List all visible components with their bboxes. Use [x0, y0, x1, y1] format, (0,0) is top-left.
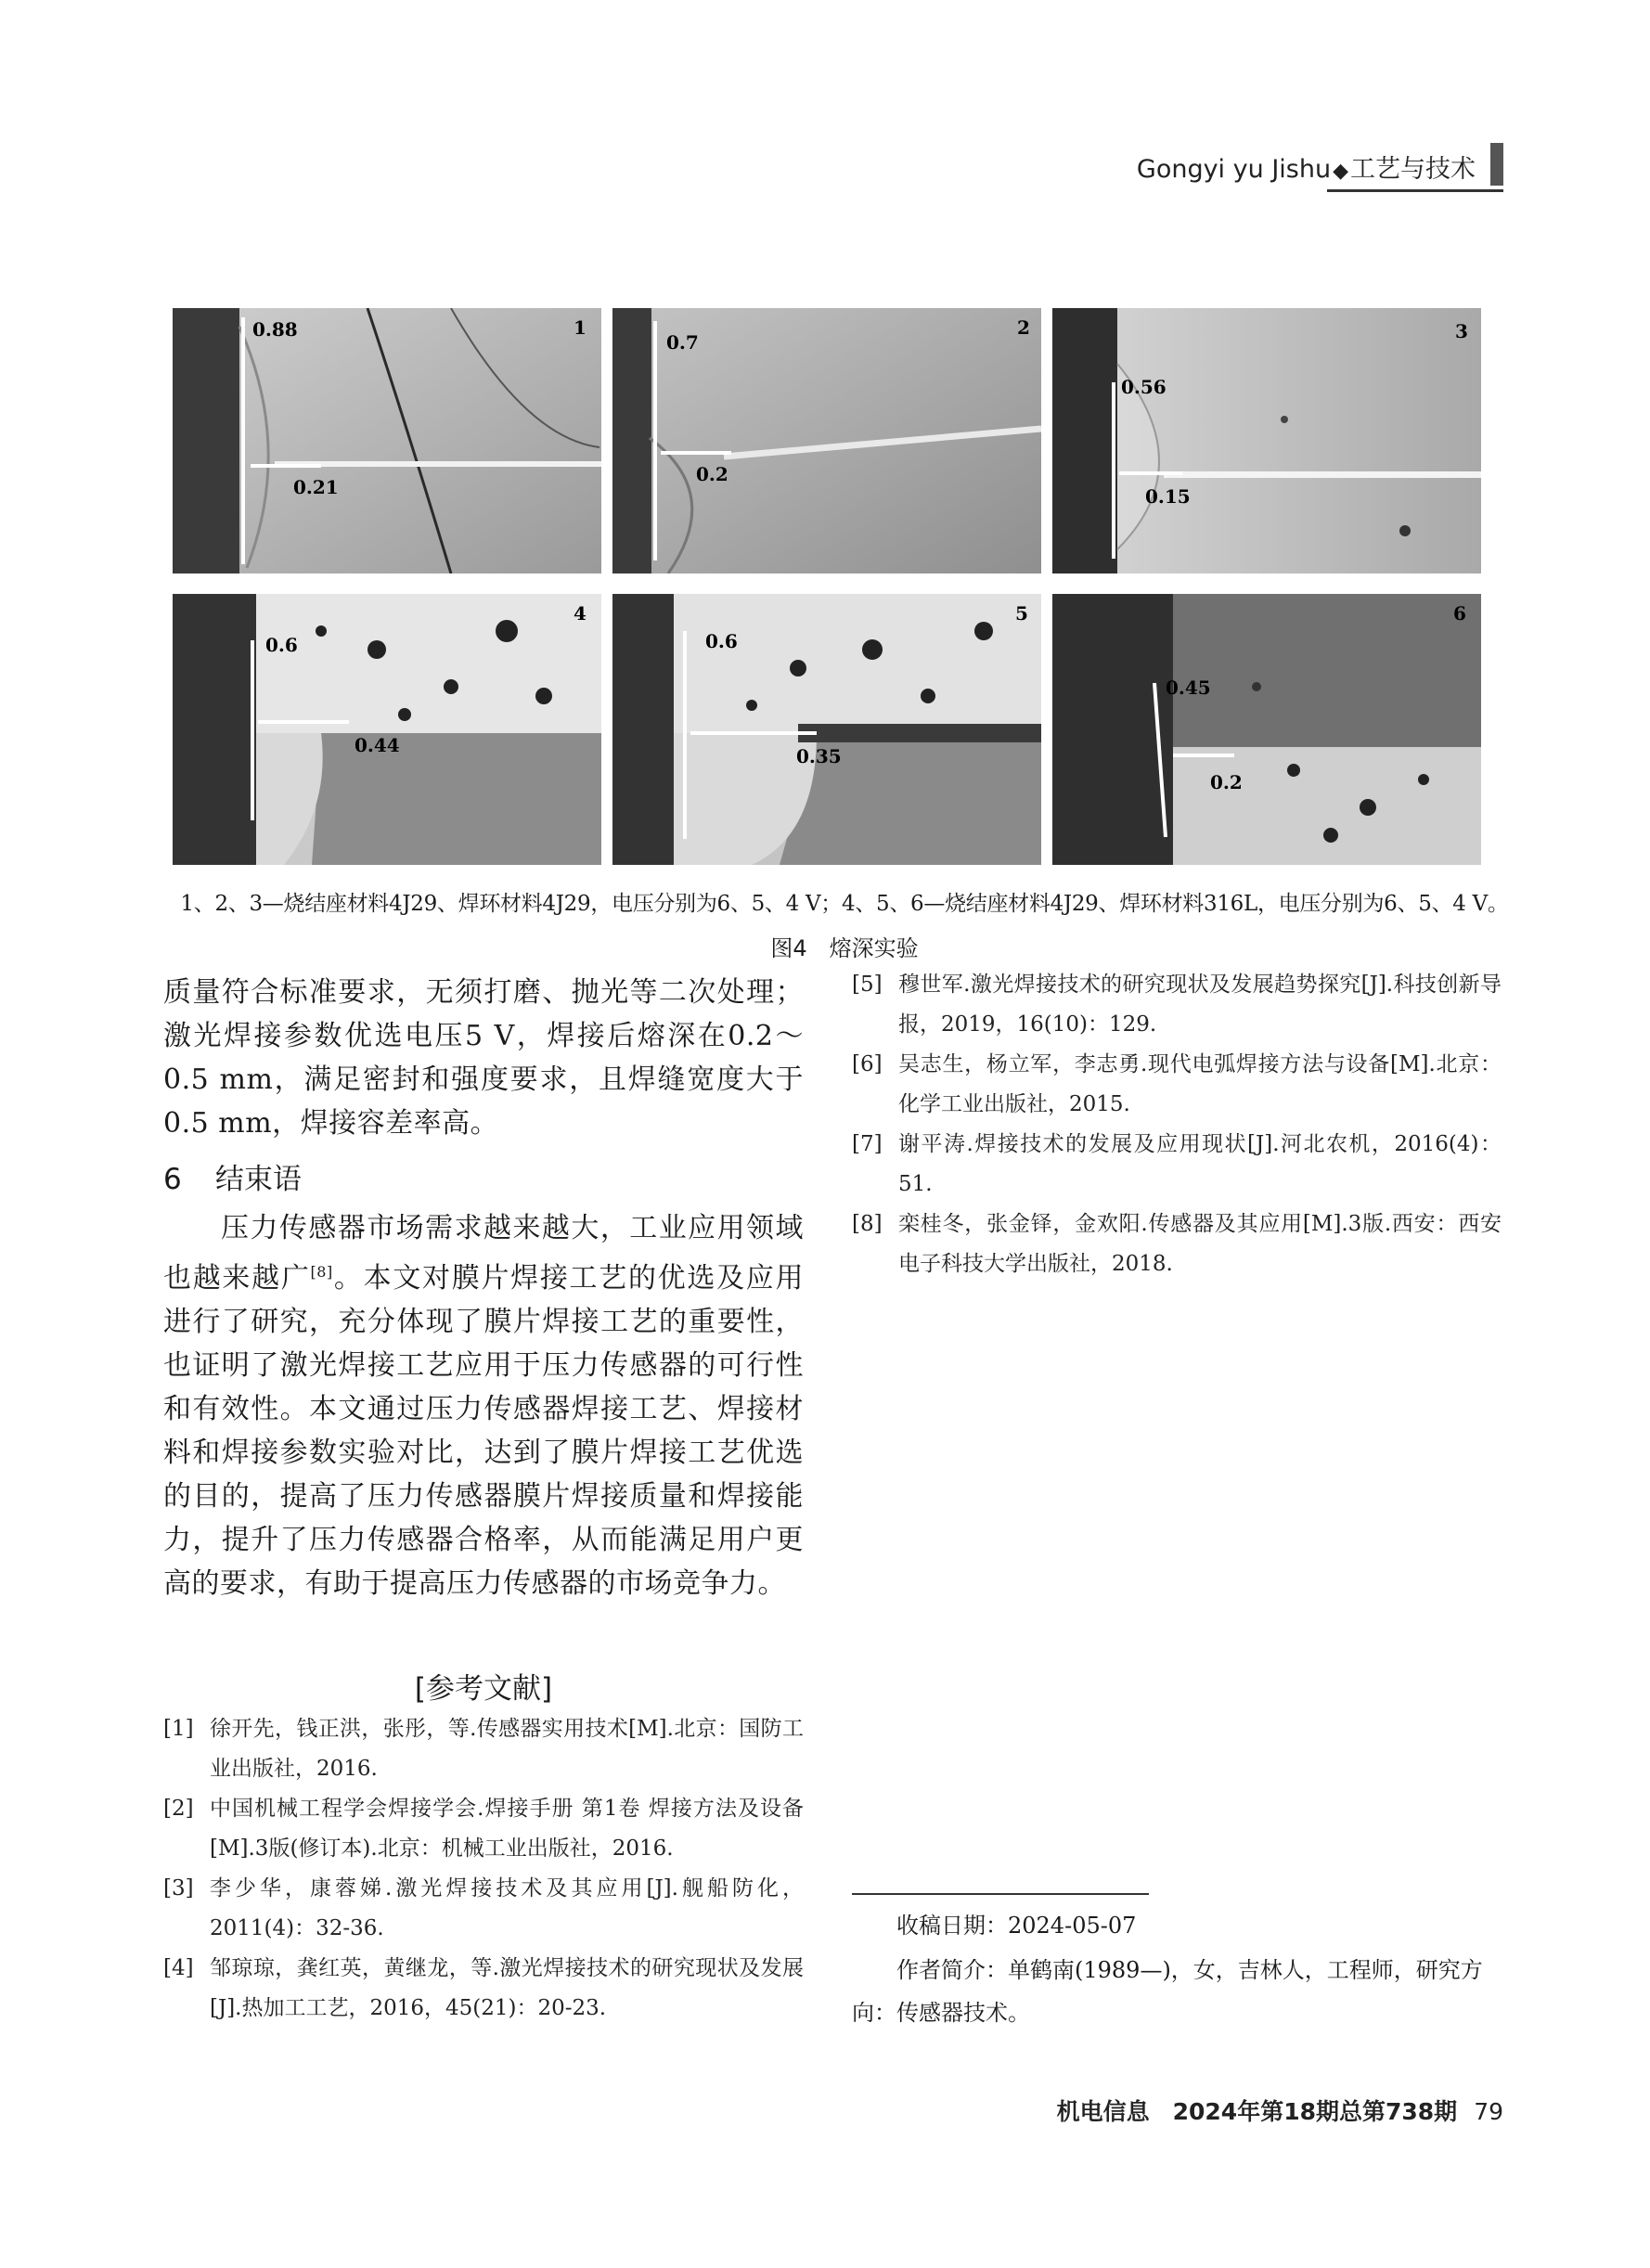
section-title: 结束语: [215, 1163, 302, 1196]
header-text: [1137, 148, 1476, 185]
figure-panel-5: [612, 594, 1041, 865]
author-value: 单鹤南(1989—)，女，吉林人，工程师，研究方向：传感器技术。: [852, 1957, 1483, 2026]
figure-note: 1、2、3—烧结座材料4J29、焊环材料4J29，电压分别为6、5、4 V；4、5、6—烧结座材料4J29、焊环材料316L，电压分别为6、5、4 V。: [180, 892, 1509, 916]
panel-3-number: 3: [1455, 320, 1468, 342]
panel-1-depth-label: 0.88: [252, 318, 298, 341]
panel-2-width-label: 0.2: [696, 463, 728, 485]
panel-5-number: 5: [1015, 602, 1028, 625]
header-bar: [1490, 143, 1503, 186]
reference-text: 谢平涛.焊接技术的发展及应用现状[J].河北农机，2016(4)：51.: [898, 1132, 1502, 1196]
panel-5-width-label: 0.35: [796, 745, 842, 767]
references-title: [参考文献]: [414, 1672, 553, 1706]
diamond-icon: ◆: [1333, 160, 1348, 183]
reference-item: [852, 1045, 1502, 1125]
page-footer: [1002, 2094, 1503, 2127]
journal-issue: 机电信息 2024年第18期总第738期: [1056, 2098, 1458, 2125]
figure-panel-4: [173, 594, 601, 865]
figure-panel-6: [1052, 594, 1481, 865]
reference-number: [3]: [163, 1876, 194, 1901]
references-left: [163, 1709, 804, 2029]
panel-6-width-label: 0.2: [1210, 771, 1243, 793]
author-bio: [852, 1949, 1520, 2034]
reference-item: [852, 1125, 1502, 1205]
panel-1-width-label: 0.21: [293, 476, 339, 498]
panel-5-depth-label: 0.6: [705, 630, 738, 652]
references-right: [852, 965, 1502, 1284]
panel-3-depth-label: 0.56: [1121, 376, 1167, 398]
header-pinyin: Gongyi yu Jishu: [1136, 155, 1332, 184]
panel-6-depth-label: 0.45: [1166, 677, 1211, 699]
reference-item: [163, 1789, 804, 1869]
reference-number: [2]: [163, 1797, 194, 1821]
reference-text: 中国机械工程学会焊接学会.焊接手册 第1卷 焊接方法及设备[M].3版(修订本).北京：机械工业出版社，2016.: [210, 1797, 804, 1861]
panel-3-width-label: 0.15: [1145, 485, 1191, 508]
running-header: [1095, 143, 1503, 189]
reference-item: [852, 1205, 1502, 1284]
panel-4-depth-label: 0.6: [265, 634, 298, 656]
section-number: 6: [163, 1163, 182, 1196]
panel-2-depth-label: 0.7: [666, 331, 699, 354]
reference-text: 李少华，康蓉娣.激光焊接技术及其应用[J].舰船防化，2011(4)：32-36.: [210, 1876, 804, 1940]
figure-panel-3: [1052, 308, 1481, 573]
panel-4-number: 4: [574, 602, 587, 625]
panel-4-width-label: 0.44: [354, 734, 400, 756]
reference-text: 穆世军.激光焊接技术的研究现状及发展趋势探究[J].科技创新导报，2019，16(10)：129.: [898, 973, 1502, 1037]
conclusion-paragraph: [163, 1206, 804, 1605]
reference-item: [163, 1949, 804, 2029]
reference-text: 栾桂冬，张金铎，金欢阳.传感器及其应用[M].3版.西安：西安电子科技大学出版社，2018.: [898, 1212, 1502, 1276]
reference-number: [4]: [163, 1956, 194, 1980]
header-title: 工艺与技术: [1350, 155, 1476, 184]
author-label: 作者简介：: [896, 1957, 1008, 1983]
body-continuation: 质量符合标准要求，无须打磨、抛光等二次处理；激光焊接参数优选电压5 V，焊接后熔深在0.2～0.5 mm，满足密封和强度要求，且焊缝宽度大于0.5 mm，焊接容差率高。: [163, 976, 804, 1140]
footnote-rule: [852, 1893, 1149, 1895]
section-heading: [163, 1155, 804, 1197]
reference-item: [163, 1709, 804, 1789]
panel-6-number: 6: [1453, 602, 1466, 625]
header-rule: [1327, 189, 1503, 192]
figure-caption: 图4 熔深实验: [770, 935, 919, 961]
reference-number: [8]: [852, 1212, 883, 1236]
reference-number: [1]: [163, 1717, 194, 1741]
received-value: 2024-05-07: [1008, 1913, 1137, 1939]
reference-number: [5]: [852, 973, 883, 997]
reference-item: [852, 965, 1502, 1045]
reference-number: [7]: [852, 1132, 883, 1156]
conclusion-text-1: 压力传感器市场需求越来越大，工业应用领域也越来越广: [163, 1212, 804, 1295]
received-date: [852, 1904, 1520, 1947]
reference-number: [6]: [852, 1052, 883, 1076]
panel-2-number: 2: [1017, 316, 1030, 339]
received-label: 收稿日期：: [896, 1913, 1008, 1939]
reference-item: [163, 1869, 804, 1949]
page-number: 79: [1474, 2098, 1503, 2125]
conclusion-citation: [8]: [310, 1263, 333, 1281]
reference-text: 吴志生，杨立军，李志勇.现代电弧焊接方法与设备[M].北京：化学工业出版社，2015.: [898, 1052, 1502, 1116]
reference-text: 邹琼琼，龚红英，黄继龙，等.激光焊接技术的研究现状及发展[J].热加工工艺，2016，45(21)：20-23.: [210, 1956, 804, 2020]
figure-panel-2: [612, 308, 1041, 573]
reference-text: 徐开先，钱正洪，张彤，等.传感器实用技术[M].北京：国防工业出版社，2016.: [210, 1717, 804, 1781]
panel-1-number: 1: [574, 316, 587, 339]
conclusion-text-2: 。本文对膜片焊接工艺的优选及应用进行了研究，充分体现了膜片焊接工艺的重要性，也证明了激光焊接工艺应用于压力传感器的可行性和有效性。本文通过压力传感器焊接工艺、焊接材料和焊接参数实验对比，达到了膜片焊接工艺优选的目的，提高了压力传感器膜片焊接质量和焊接能力，提升了压力传感器合格率，从而能满足用户更高的要求，有助于提高压力传感器的市场竞争力。: [163, 1262, 805, 1600]
figure-panel-1: [173, 308, 601, 573]
